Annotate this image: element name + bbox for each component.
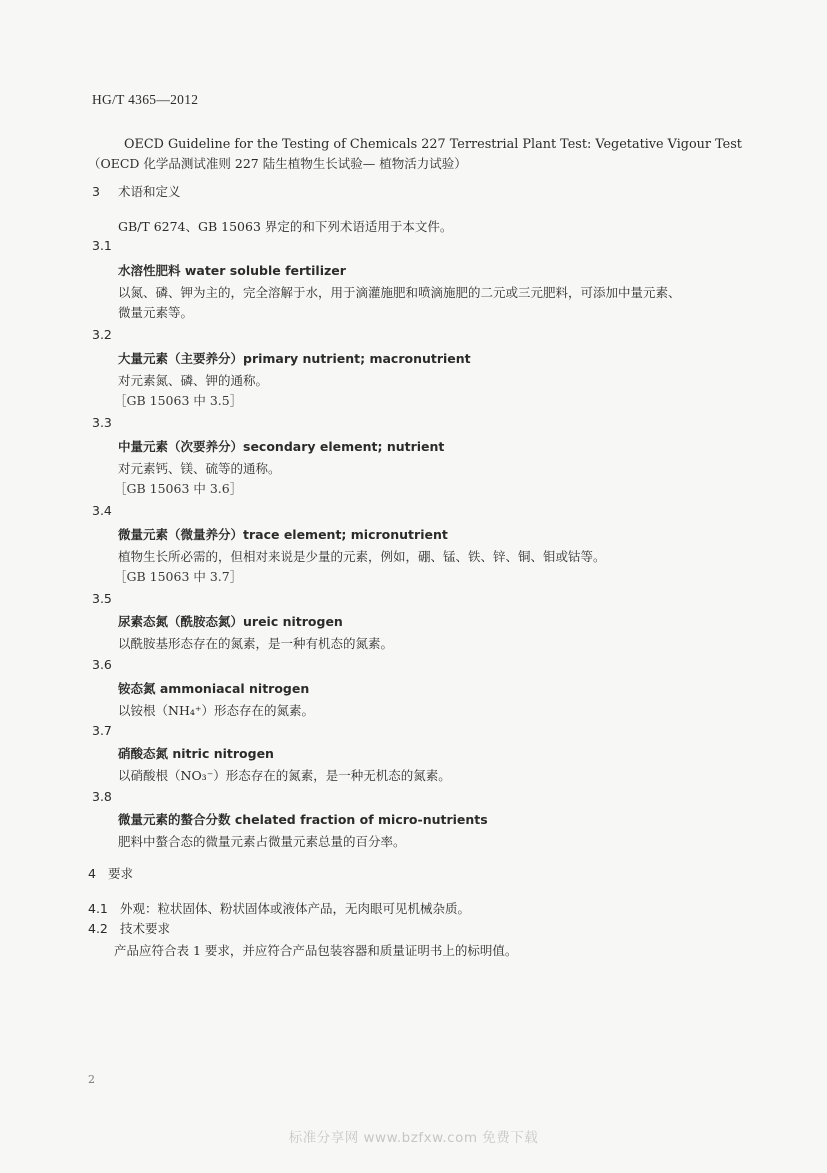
watermark-text: 标准分享网 www.bzfxw.com 免费下载 bbox=[288, 1130, 539, 1146]
clause-text: 外观：粒状固体、粉状固体或液体产品，无肉眼可见机械杂质。 bbox=[120, 901, 471, 916]
term-heading: 微量元素的螯合分数 chelated fraction of micro-nutrients bbox=[118, 812, 488, 827]
term-number: 3.7 bbox=[92, 723, 112, 738]
term-number: 3.1 bbox=[92, 238, 112, 253]
term-heading: 硝酸态氮 nitric nitrogen bbox=[118, 746, 274, 761]
term-source-ref: ［GB 15063 中 3.6］ bbox=[114, 481, 243, 496]
section-4-number: 4 bbox=[88, 866, 96, 881]
term-source-ref: ［GB 15063 中 3.5］ bbox=[114, 393, 243, 408]
page-number: 2 bbox=[88, 1073, 95, 1086]
term-heading: 铵态氮 ammoniacal nitrogen bbox=[118, 681, 310, 696]
term-definition: 对元素氮、磷、钾的通称。 bbox=[118, 373, 269, 388]
clause-number: 4.1 bbox=[88, 901, 108, 916]
clause-number: 4.2 bbox=[88, 921, 108, 936]
term-definition: 以硝酸根（NO₃⁻）形态存在的氮素，是一种无机态的氮素。 bbox=[118, 768, 451, 783]
clause-text: 技术要求 bbox=[120, 921, 171, 936]
term-definition: 以铵根（NH₄⁺）形态存在的氮素。 bbox=[118, 703, 314, 718]
reference-line-cn: （OECD 化学品测试准则 227 陆生植物生长试验— 植物活力试验） bbox=[88, 156, 467, 171]
term-heading: 大量元素（主要养分）primary nutrient; macronutrient bbox=[118, 351, 471, 366]
standard-number: HG/T 4365—2012 bbox=[92, 92, 199, 107]
term-definition: 植物生长所必需的，但相对来说是少量的元素，例如，硼、锰、铁、锌、铜、钼或钴等。 bbox=[118, 549, 606, 564]
term-number: 3.4 bbox=[92, 503, 112, 518]
section-3-title: 术语和定义 bbox=[118, 184, 181, 199]
term-definition: 对元素钙、镁、硫等的通称。 bbox=[118, 461, 281, 476]
term-number: 3.8 bbox=[92, 789, 112, 804]
term-number: 3.3 bbox=[92, 415, 112, 430]
section-3-number: 3 bbox=[92, 184, 100, 199]
term-definition: 以酰胺基形态存在的氮素，是一种有机态的氮素。 bbox=[118, 636, 394, 651]
term-number: 3.6 bbox=[92, 657, 112, 672]
term-definition: 以氮、磷、钾为主的，完全溶解于水，用于滴灌施肥和喷滴施肥的二元或三元肥料，可添加中量元素、 bbox=[118, 285, 681, 300]
term-source-ref: ［GB 15063 中 3.7］ bbox=[114, 569, 243, 584]
reference-line-en: OECD Guideline for the Testing of Chemicals 227 Terrestrial Plant Test: Vegetative Vigour Test bbox=[124, 137, 742, 152]
term-heading: 尿素态氮（酰胺态氮）ureic nitrogen bbox=[118, 614, 343, 629]
term-heading: 微量元素（微量养分）trace element; micronutrient bbox=[118, 527, 448, 542]
term-heading: 水溶性肥料 water soluble fertilizer bbox=[118, 263, 346, 278]
section-4-title: 要求 bbox=[108, 866, 134, 881]
term-heading: 中量元素（次要养分）secondary element; nutrient bbox=[118, 439, 445, 454]
requirement-paragraph: 产品应符合表 1 要求，并应符合产品包装容器和质量证明书上的标明值。 bbox=[114, 943, 518, 958]
term-number: 3.2 bbox=[92, 327, 112, 342]
term-number: 3.5 bbox=[92, 591, 112, 606]
term-definition-cont: 微量元素等。 bbox=[118, 305, 194, 320]
term-definition: 肥料中螯合态的微量元素占微量元素总量的百分率。 bbox=[118, 834, 406, 849]
section-3-lead: GB/T 6274、GB 15063 界定的和下列术语适用于本文件。 bbox=[118, 219, 453, 234]
